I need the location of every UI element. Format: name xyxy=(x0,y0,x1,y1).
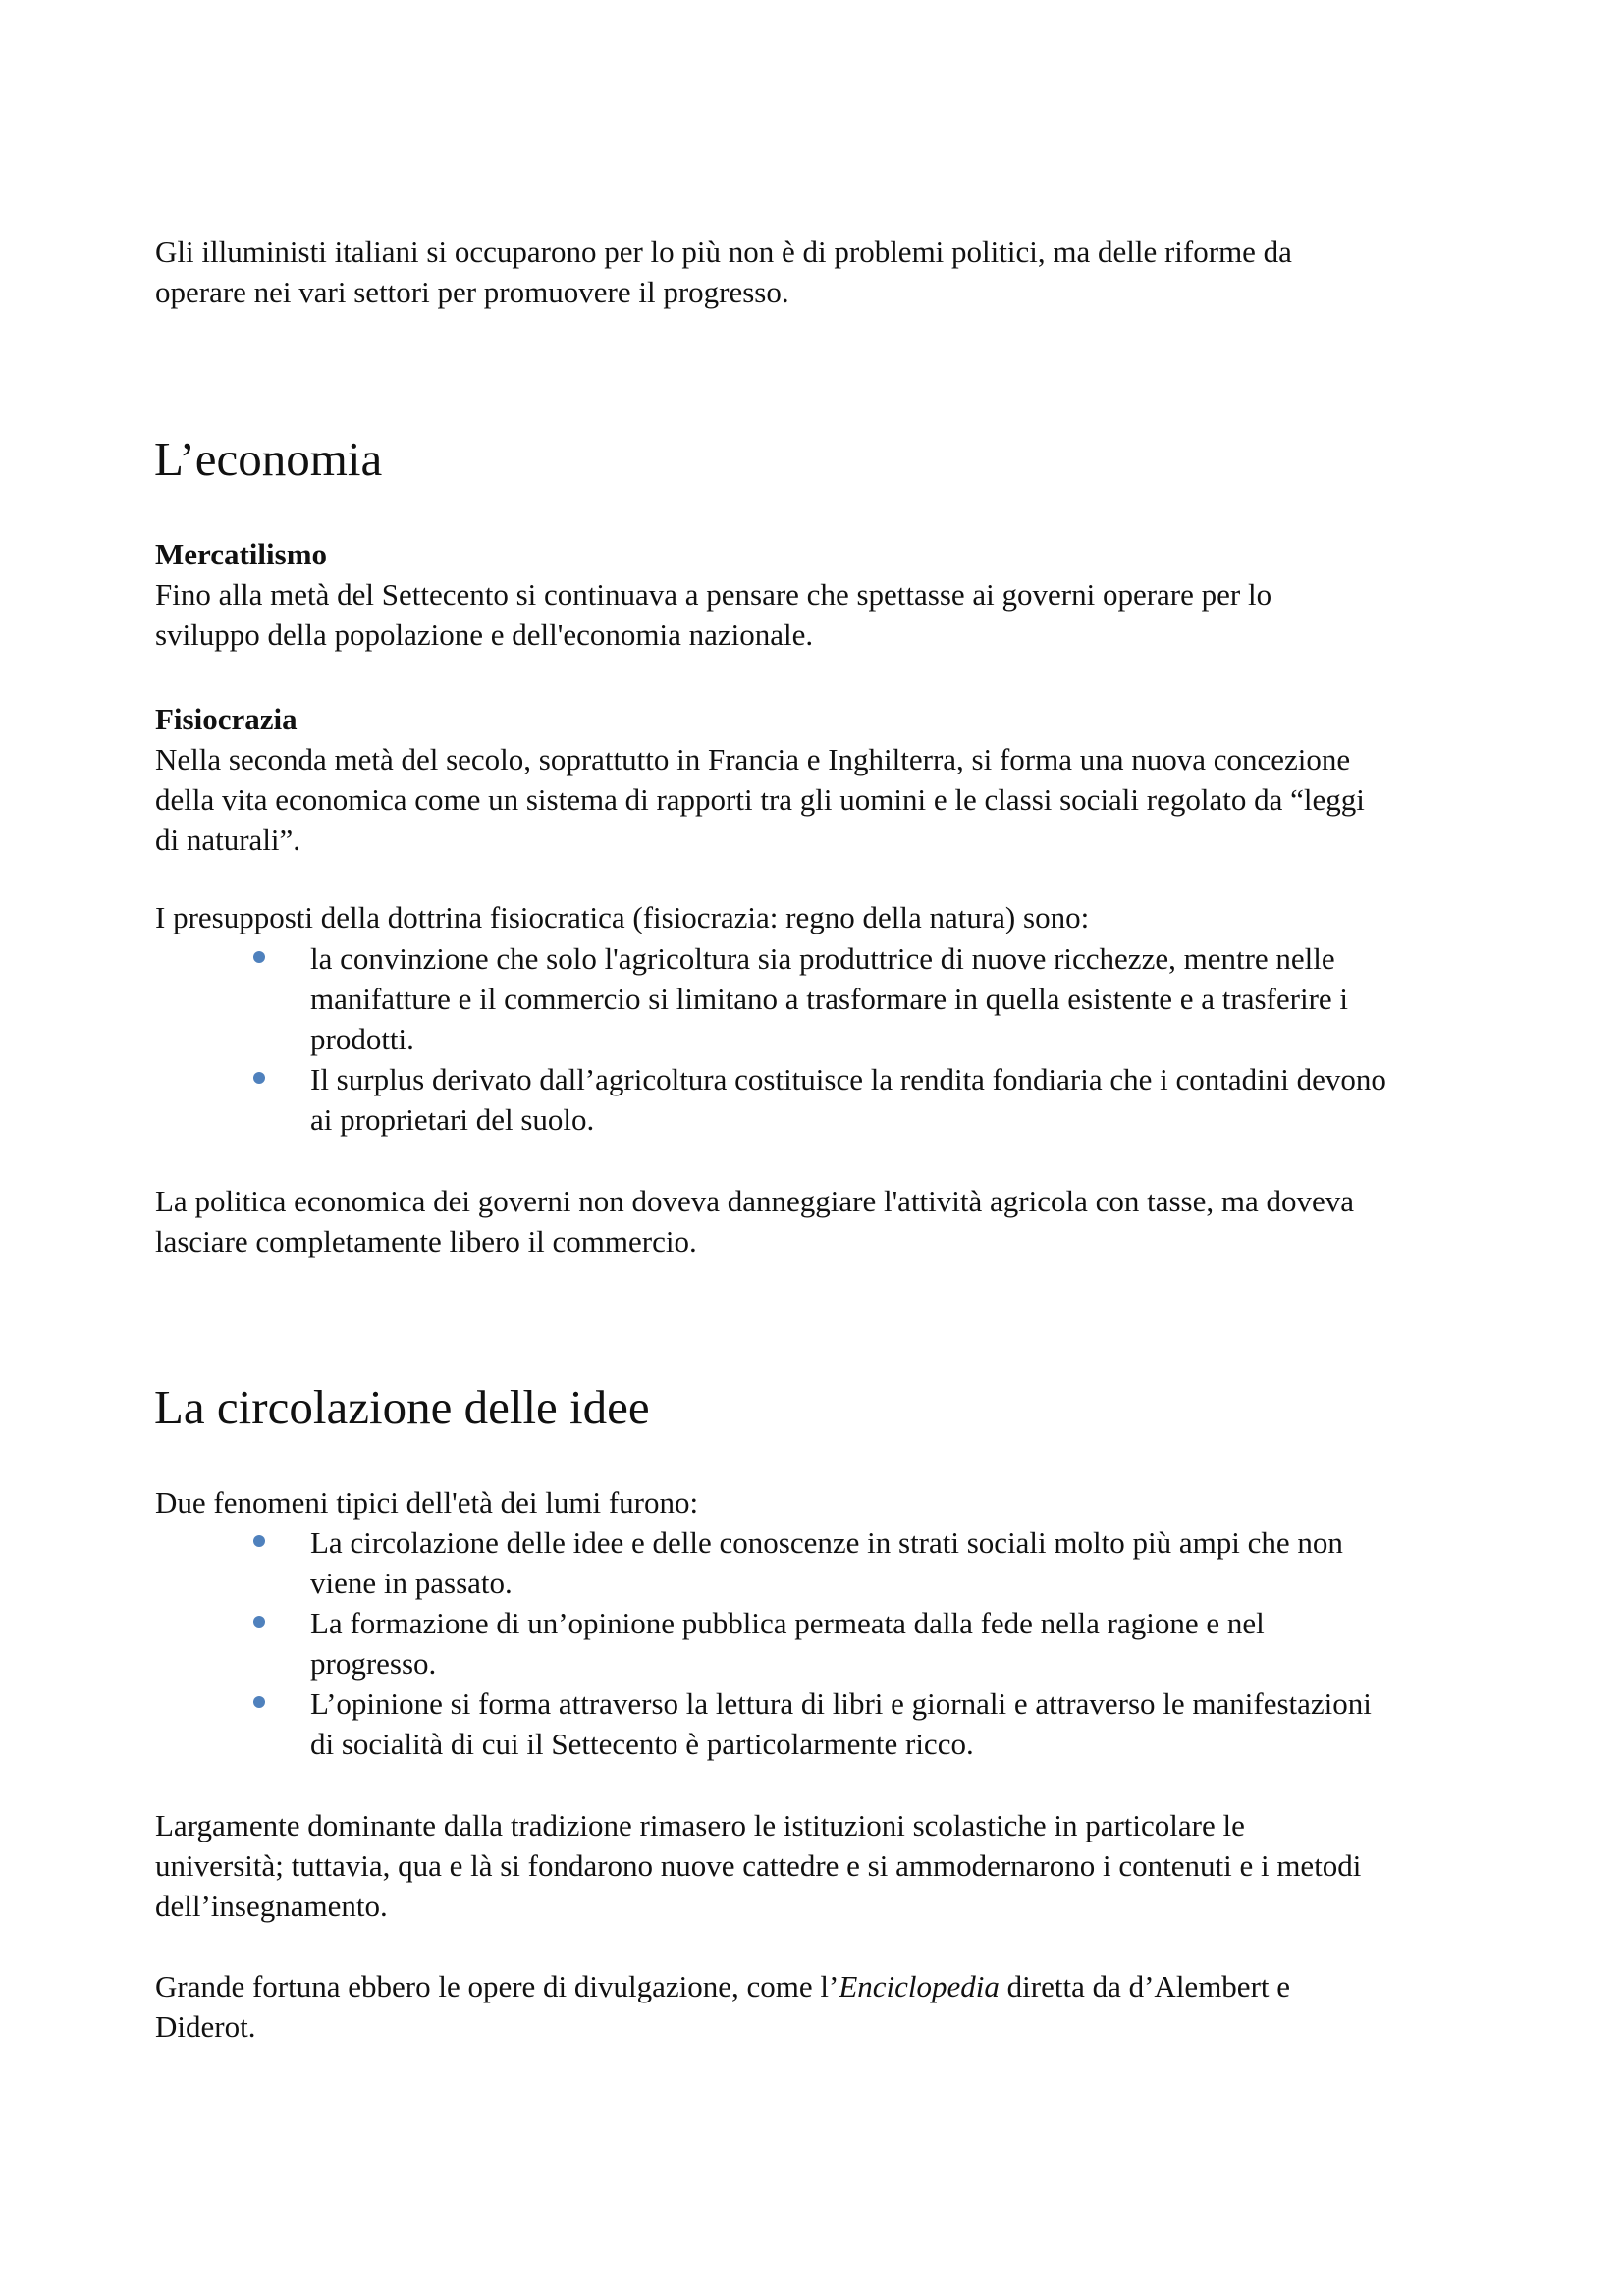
intro-line-2: operare nei vari settori per promuovere il progresso. xyxy=(155,275,789,309)
list-item xyxy=(253,1683,1490,1764)
list-item-line: manifatture e il commercio si limitano a trasformare in quella esistente e a trasferire i xyxy=(310,982,1349,1016)
enciclopedia-title: Enciclopedia xyxy=(839,1969,1000,2003)
circolazione-list xyxy=(253,1522,1490,1764)
politica-line-1: La politica economica dei governi non doveva danneggiare l'attività agricola con tasse, ma doveva xyxy=(155,1184,1355,1218)
circolazione-intro: Due fenomeni tipici dell'età dei lumi furono: xyxy=(155,1485,699,1520)
politica-line-2: lasciare completamente libero il commercio. xyxy=(155,1224,697,1258)
mercantilismo-line-1: Fino alla metà del Settecento si continuava a pensare che spettasse ai governi operare per lo xyxy=(155,577,1272,612)
divulgazione-paragraph xyxy=(155,1966,1490,2047)
bullet-icon xyxy=(253,951,265,963)
bullet-icon xyxy=(253,1616,265,1628)
intro-paragraph xyxy=(155,232,1490,312)
subheading-fisiocrazia: Fisiocrazia xyxy=(155,702,298,736)
universita-line-2: università; tuttavia, qua e là si fondarono nuove cattedre e si ammodernarono i contenuti e i metodi xyxy=(155,1848,1362,1883)
universita-paragraph xyxy=(155,1805,1490,1926)
list-item-line: ai proprietari del suolo. xyxy=(310,1102,595,1137)
list-item-line: prodotti. xyxy=(310,1022,414,1056)
section-heading-economia: L’economia xyxy=(154,432,383,486)
list-item-line: Il surplus derivato dall’agricoltura costituisce la rendita fondiaria che i contadini devono xyxy=(310,1062,1386,1096)
list-item xyxy=(253,1522,1490,1603)
subheading-mercantilismo: Mercatilismo xyxy=(155,537,328,571)
list-item-line: L’opinione si forma attraverso la lettura di libri e giornali e attraverso le manifestazioni xyxy=(310,1686,1372,1721)
divulgazione-line-1 xyxy=(155,1966,1490,2006)
list-item xyxy=(253,938,1490,1059)
presupposti-intro: I presupposti della dottrina fisiocratica (fisiocrazia: regno della natura) sono: xyxy=(155,900,1090,934)
mercantilismo-line-2: sviluppo della popolazione e dell'economia nazionale. xyxy=(155,617,814,652)
list-item-line: di socialità di cui il Settecento è particolarmente ricco. xyxy=(310,1727,974,1761)
bullet-icon xyxy=(253,1072,265,1084)
list-item xyxy=(253,1603,1490,1683)
fisiocrazia-line-2: della vita economica come un sistema di rapporti tra gli uomini e le classi sociali regolato da “leggi xyxy=(155,782,1365,817)
list-item-line: la convinzione che solo l'agricoltura sia produttrice di nuove ricchezze, mentre nelle xyxy=(310,941,1335,976)
divulgazione-text-before: Grande fortuna ebbero le opere di divulgazione, come l’ xyxy=(155,1969,839,2003)
bullet-icon xyxy=(253,1696,265,1708)
universita-line-1: Largamente dominante dalla tradizione rimasero le istituzioni scolastiche in particolare le xyxy=(155,1808,1245,1842)
mercantilismo-paragraph xyxy=(155,574,1490,655)
list-item xyxy=(253,1059,1490,1140)
fisiocrazia-line-1: Nella seconda metà del secolo, soprattutto in Francia e Inghilterra, si forma una nuova concezione xyxy=(155,742,1351,776)
list-item-line: progresso. xyxy=(310,1646,437,1681)
fisiocrazia-paragraph xyxy=(155,739,1490,860)
list-item-line: La circolazione delle idee e delle conoscenze in strati sociali molto più ampi che non xyxy=(310,1525,1343,1560)
divulgazione-text-after: diretta da d’Alembert e xyxy=(999,1969,1291,2003)
bullet-icon xyxy=(253,1535,265,1547)
fisiocrazia-line-3: di naturali”. xyxy=(155,823,301,857)
section-heading-circolazione: La circolazione delle idee xyxy=(154,1380,650,1434)
list-item-line: viene in passato. xyxy=(310,1566,513,1600)
list-item-line: La formazione di un’opinione pubblica permeata dalla fede nella ragione e nel xyxy=(310,1606,1265,1640)
intro-line-1: Gli illuministi italiani si occuparono per lo più non è di problemi politici, ma delle riforme da xyxy=(155,235,1292,269)
divulgazione-line-2: Diderot. xyxy=(155,2009,256,2044)
politica-paragraph xyxy=(155,1181,1490,1261)
universita-line-3: dell’insegnamento. xyxy=(155,1889,388,1923)
presupposti-list xyxy=(253,938,1490,1140)
